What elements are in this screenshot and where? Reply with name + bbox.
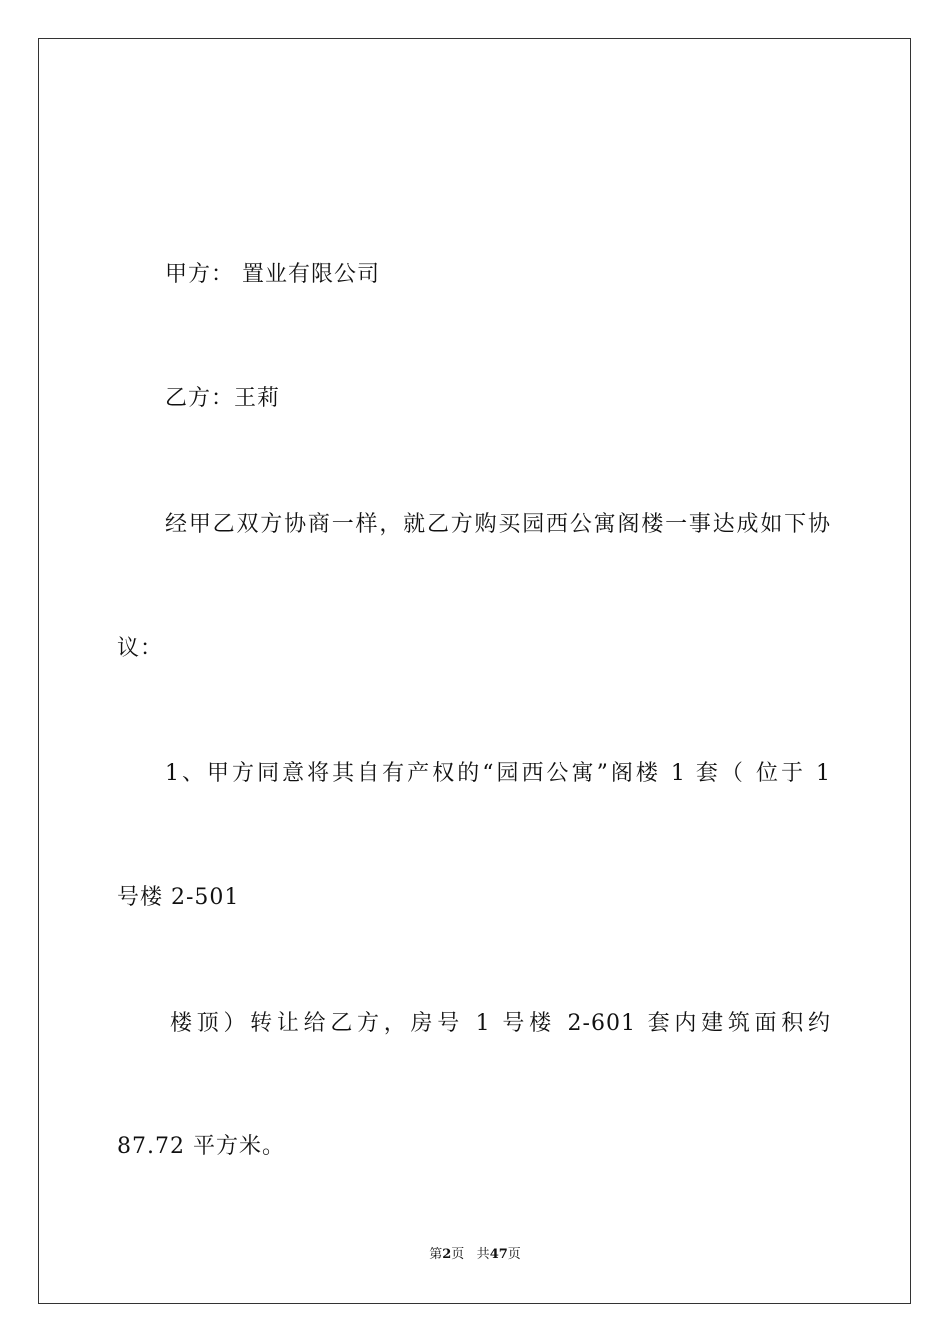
footer-page-prefix: 第 [429, 1247, 443, 1262]
party-a-line: 甲方： 置业有限公司 [165, 262, 380, 287]
page-border [38, 38, 911, 1304]
preamble-line-2: 议： [117, 636, 164, 661]
clause-1-line-2: 号楼 2-501 [117, 885, 240, 910]
footer-total-unit: 页 [507, 1247, 521, 1262]
footer-page-total: 47 [489, 1247, 508, 1262]
preamble-line-1: 经甲乙双方协商一样，就乙方购买园西公寓阁楼一事达成如下协 [165, 512, 831, 537]
clause-1-line-4: 87.72 平方米。 [117, 1134, 285, 1159]
party-b-line: 乙方：王莉 [165, 386, 281, 411]
page-footer [0, 1247, 950, 1263]
clause-1-line-3: 楼顶）转让给乙方，房号 1 号楼 2-601 套内建筑面积约 [170, 1011, 831, 1036]
footer-page-current: 2 [442, 1247, 452, 1262]
footer-total-prefix: 共 [476, 1247, 490, 1262]
footer-page-unit: 页 [451, 1247, 465, 1262]
clause-1-line-1: 1、甲方同意将其自有产权的“园西公寓”阁楼 1 套（ 位于 1 [165, 761, 831, 786]
